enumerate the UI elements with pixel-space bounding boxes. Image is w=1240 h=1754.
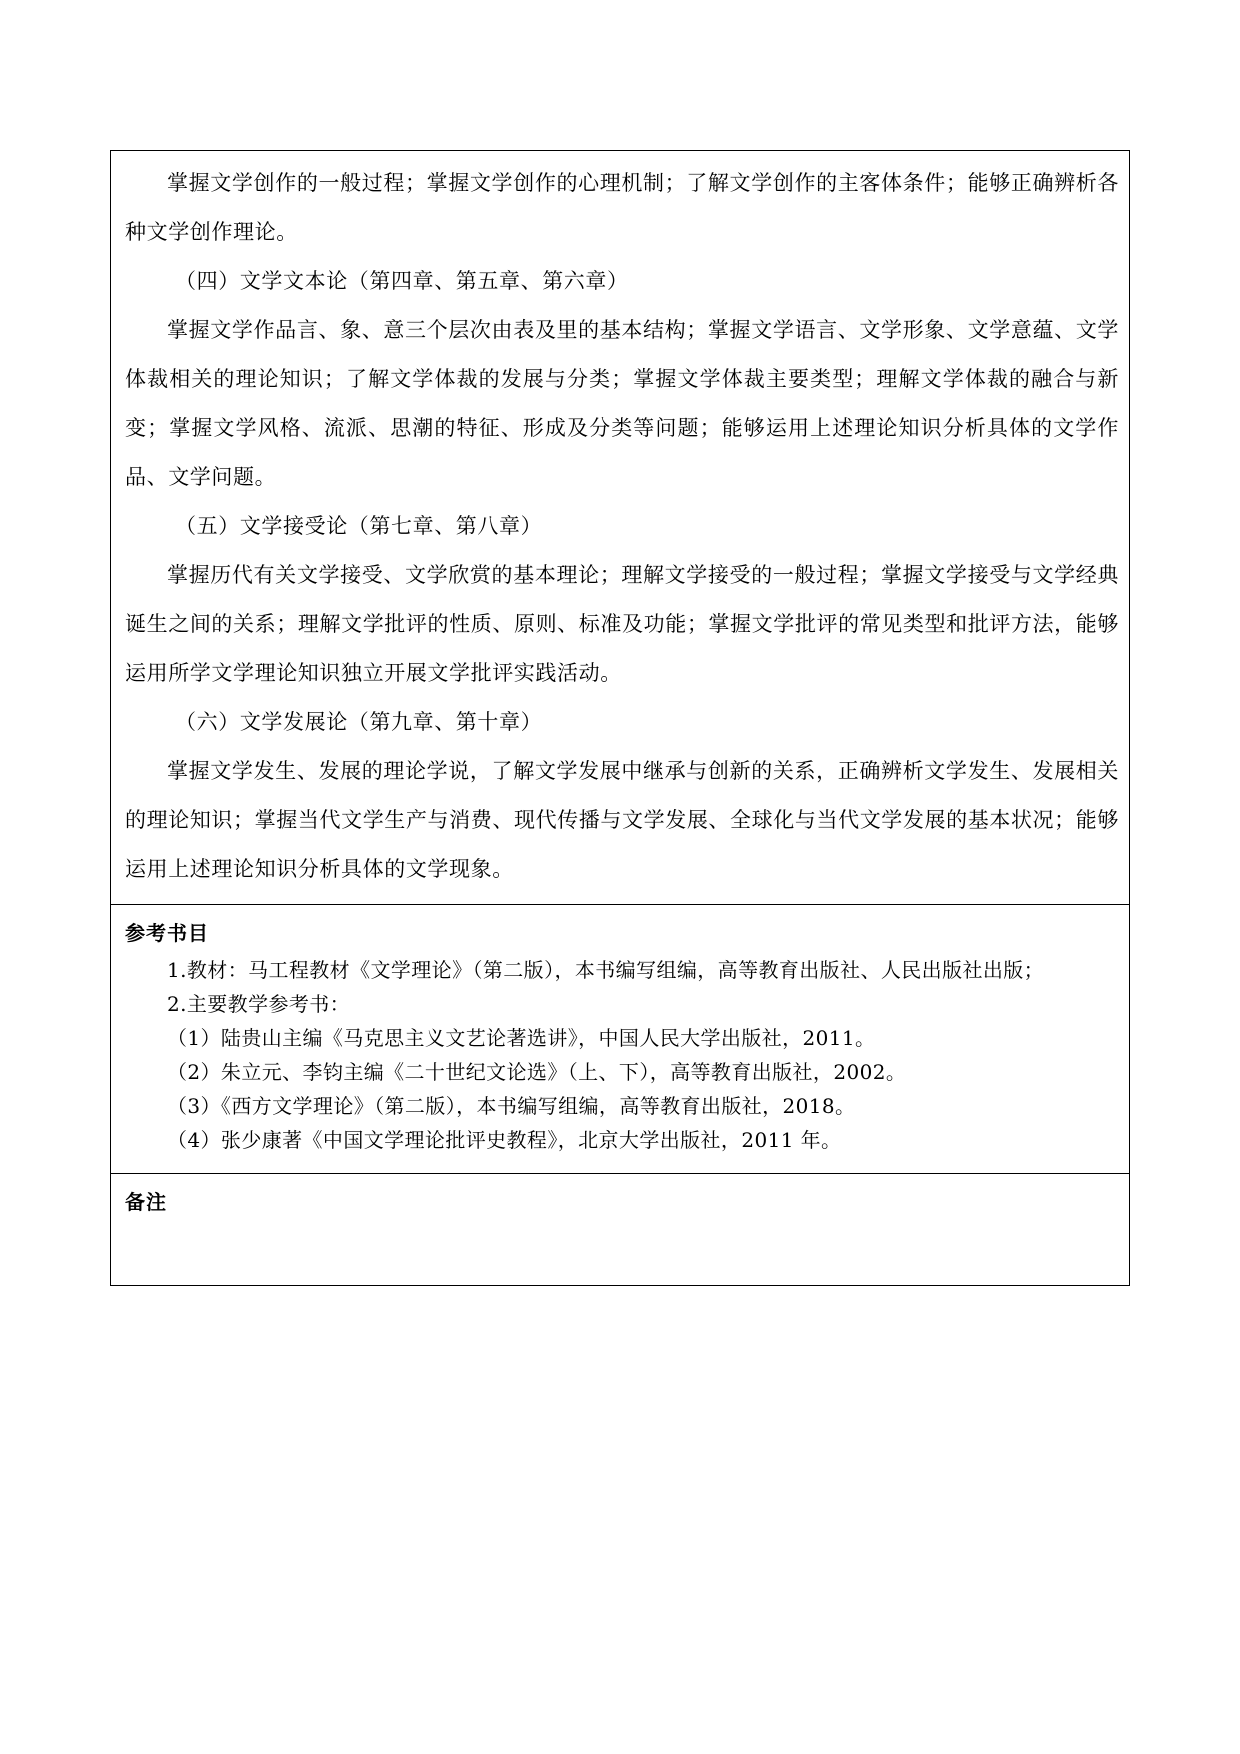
reference-item: （4）张少康著《中国文学理论批评史教程》，北京大学出版社，2011 年。 bbox=[167, 1128, 842, 1152]
textbook-line: 1.教材：马工程教材《文学理论》（第二版），本书编写组编，高等教育出版社、人民出版社出版； bbox=[167, 958, 1045, 982]
paragraph-reception-theory: 掌握历代有关文学接受、文学欣赏的基本理论；理解文学接受的一般过程；掌握文学接受与文学经典诞生之间的关系；理解文学批评的性质、原则、标准及功能；掌握文学批评的常见类型和批评方法，能够运用所学文学理论知识独立开展文学批评实践活动。 bbox=[125, 563, 1119, 685]
notes-title: 备注 bbox=[125, 1190, 167, 1214]
reference-item: （3）《西方文学理论》（第二版），本书编写组编，高等教育出版社，2018。 bbox=[167, 1094, 856, 1118]
main-refs-label: 2.主要教学参考书： bbox=[167, 992, 351, 1016]
paragraph-development-theory: 掌握文学发生、发展的理论学说，了解文学发展中继承与创新的关系，正确辨析文学发生、发展相关的理论知识；掌握当代文学生产与消费、现代传播与文学发展、全球化与当代文学发展的基本状况；能够运用上述理论知识分析具体的文学现象。 bbox=[125, 759, 1119, 881]
reference-item: （1）陆贵山主编《马克思主义文艺论著选讲》，中国人民大学出版社，2011。 bbox=[167, 1026, 876, 1050]
heading-development-theory: （六）文学发展论（第九章、第十章） bbox=[175, 710, 543, 734]
references-cell bbox=[111, 904, 1129, 1173]
paragraph-creation: 掌握文学创作的一般过程；掌握文学创作的心理机制；了解文学创作的主客体条件；能够正确辨析各种文学创作理论。 bbox=[125, 171, 1119, 244]
notes-cell bbox=[111, 1173, 1129, 1285]
references-title: 参考书目 bbox=[125, 921, 209, 945]
reference-item: （2）朱立元、李钧主编《二十世纪文论选》（上、下），高等教育出版社，2002。 bbox=[167, 1060, 907, 1084]
paragraph-text-theory: 掌握文学作品言、象、意三个层次由表及里的基本结构；掌握文学语言、文学形象、文学意蕴、文学体裁相关的理论知识；了解文学体裁的发展与分类；掌握文学体裁主要类型；理解文学体裁的融合与新变；掌握文学风格、流派、思潮的特征、形成及分类等问题；能够运用上述理论知识分析具体的文学作品、文学问题。 bbox=[125, 318, 1119, 489]
content-cell bbox=[111, 151, 1129, 904]
syllabus-table bbox=[110, 150, 1130, 1286]
heading-reception-theory: （五）文学接受论（第七章、第八章） bbox=[175, 514, 543, 538]
heading-text-theory: （四）文学文本论（第四章、第五章、第六章） bbox=[175, 269, 629, 293]
